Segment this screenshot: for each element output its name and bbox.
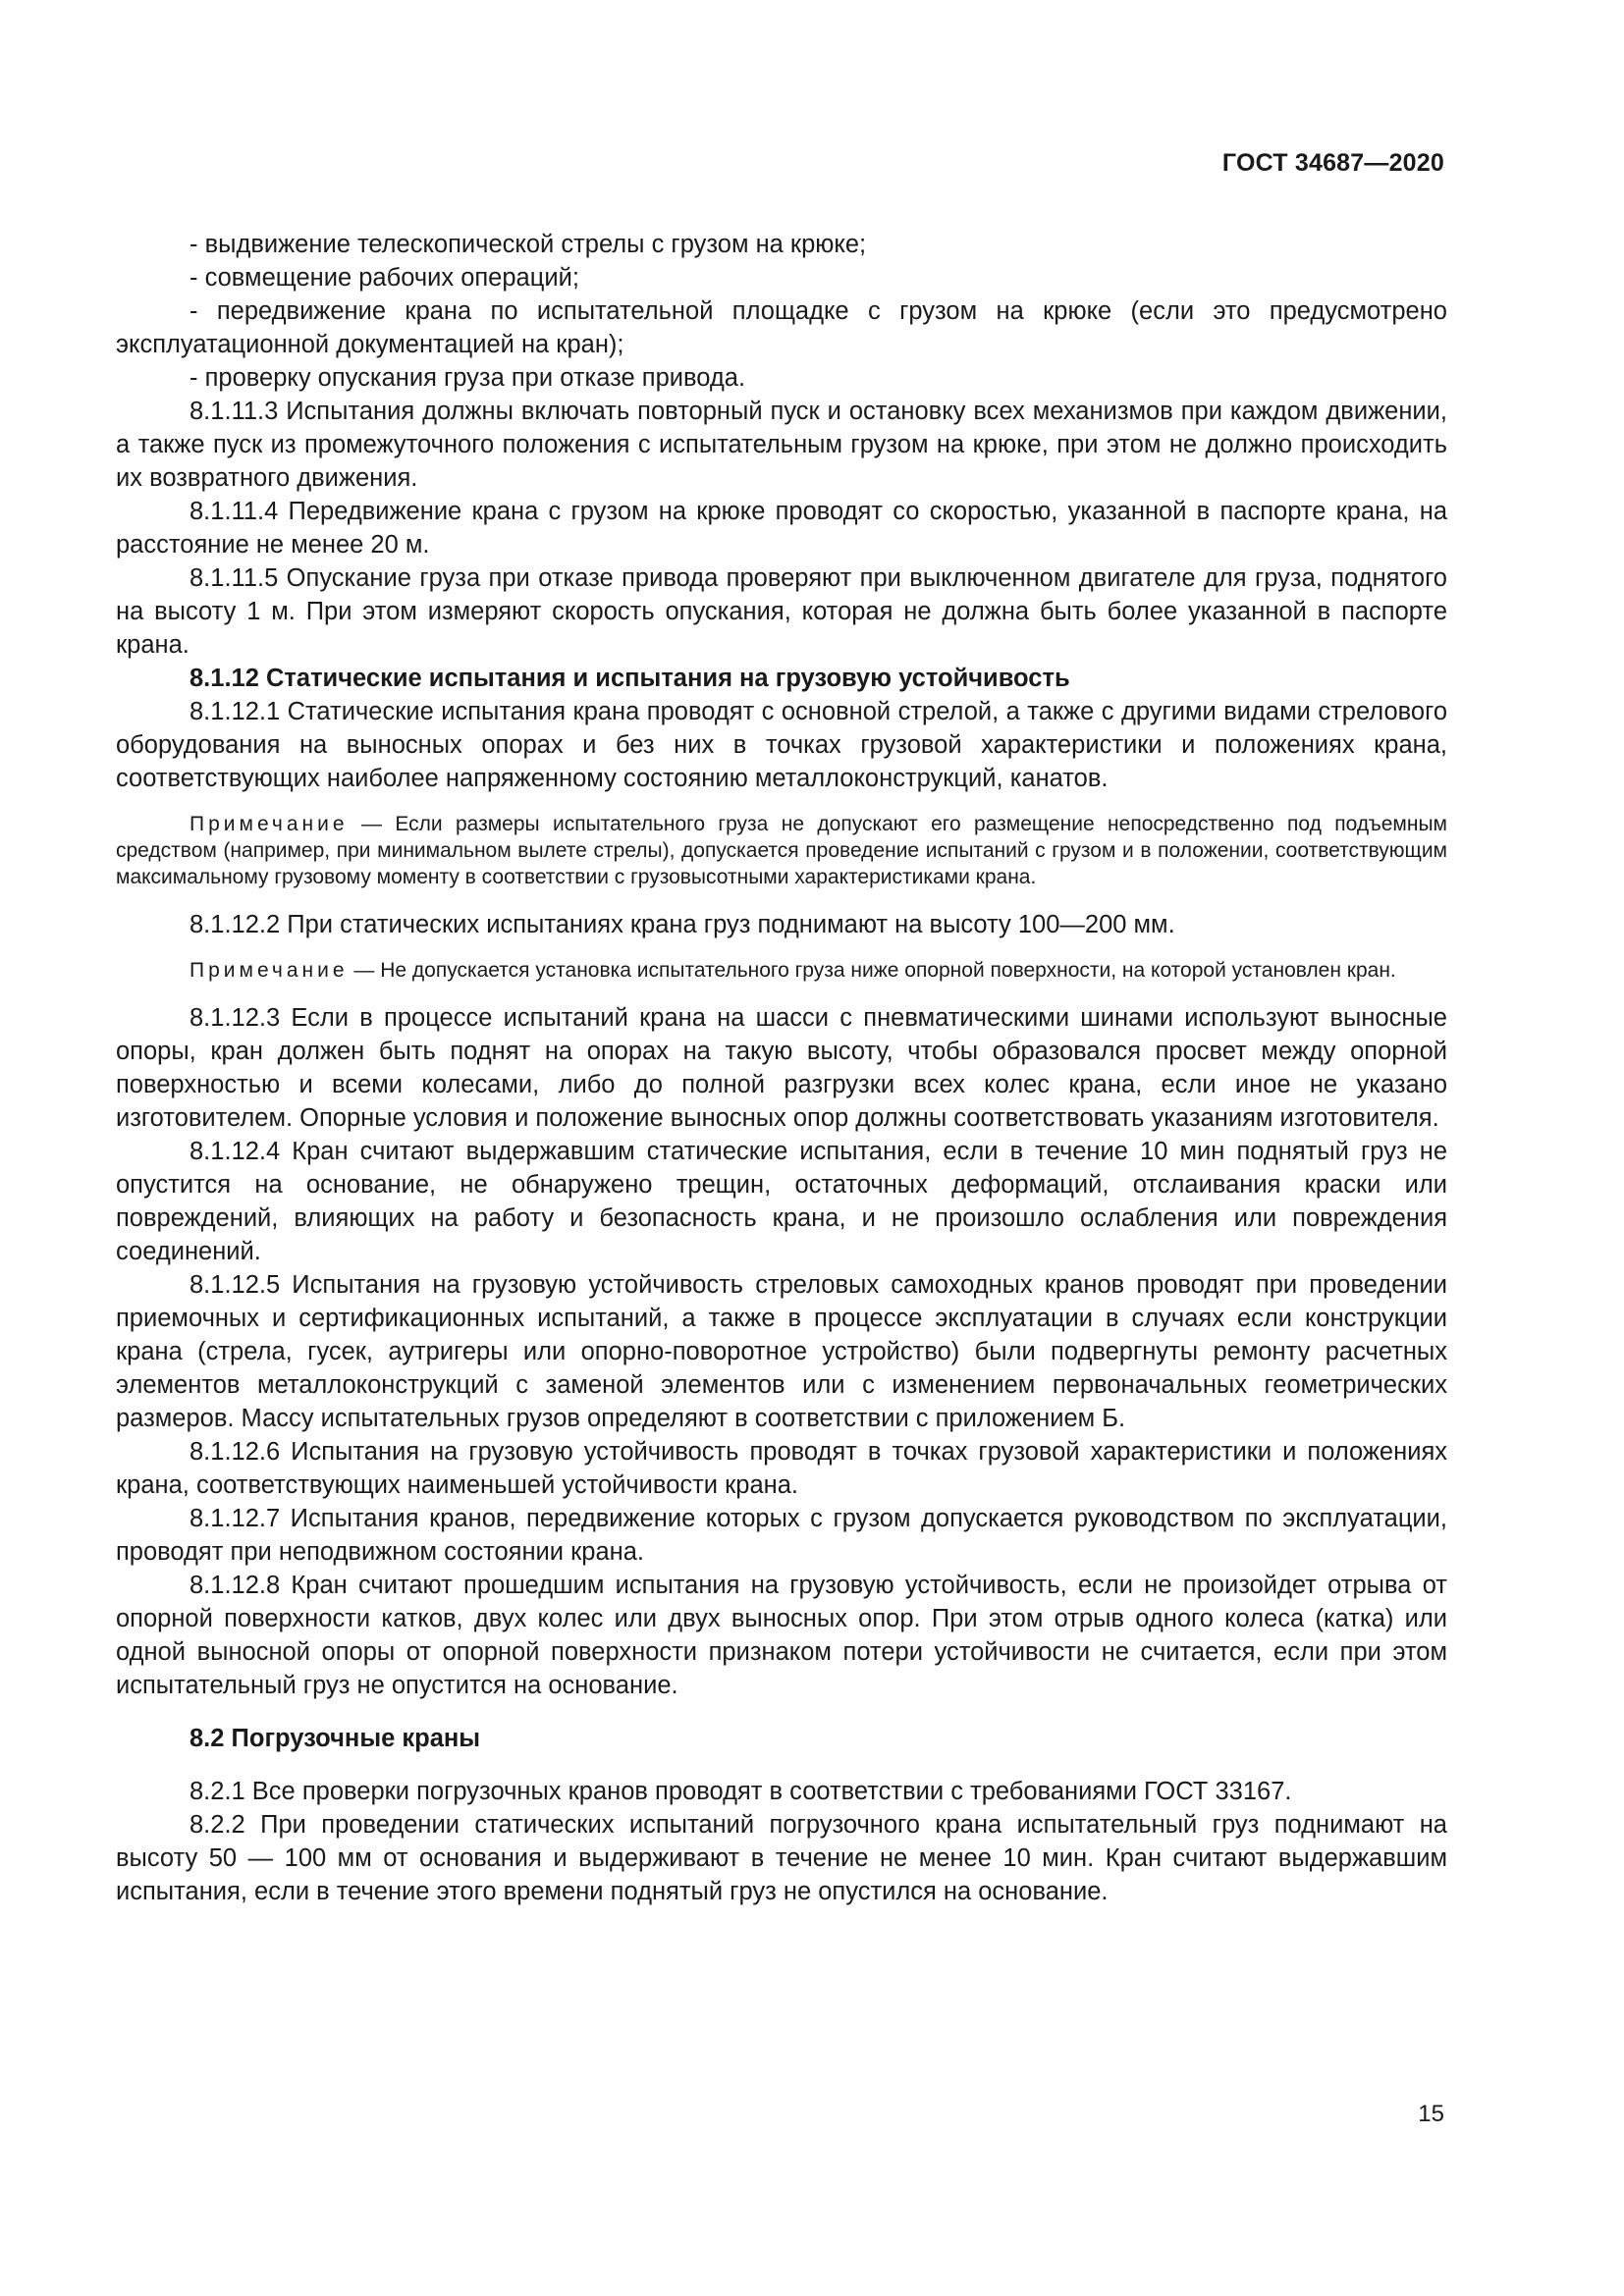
paragraph-8-1-12-7: 8.1.12.7 Испытания кранов, передвижение которых с грузом допускается руководством по эксплуатации, проводят при неподвижном состоянии крана. [116, 1505, 1447, 1566]
document-body [116, 228, 1447, 1908]
paragraph-8-1-12-3: 8.1.12.3 Если в процессе испытаний крана на шасси с пневматическими шинами используют выносные опоры, кран должен быть поднят на опорах на такую высоту, чтобы образовался просвет между опорной поверхностью и всеми колесами, либо до полной разгрузки всех колес крана, если иное не указано изготовителем. Опорные условия и положение выносных опор должны соответствовать указаниям изготовителя. [116, 1004, 1447, 1132]
note-1 [116, 811, 1447, 890]
list-item: - передвижение крана по испытательной площадке с грузом на крюке (если это предусмотрено эксплуатационной документацией на кран); [116, 297, 1447, 358]
page-number: 15 [1418, 2101, 1444, 2127]
note-label: Примечание [189, 959, 349, 982]
list-item: - проверку опускания груза при отказе привода. [189, 364, 746, 392]
paragraph-8-1-11-4: 8.1.11.4 Передвижение крана с грузом на крюке проводят со скоростью, указанной в паспорте крана, на расстояние не менее 20 м. [116, 498, 1447, 559]
paragraph-8-2-2: 8.2.2 При проведении статических испытаний погрузочного крана испытательный груз поднимают на высоту 50 — 100 мм от основания и выдерживают в течение не менее 10 мин. Кран считают выдержавшим испытания, если в течение этого времени поднятый груз не опустился на основание. [116, 1811, 1447, 1905]
paragraph-8-1-12-6: 8.1.12.6 Испытания на грузовую устойчивость проводят в точках грузовой характеристики и положениях крана, соответствующих наименьшей устойчивости крана. [116, 1438, 1447, 1499]
paragraph-8-1-11-5: 8.1.11.5 Опускание груза при отказе привода проверяют при выключенном двигателе для груза, поднятого на высоту 1 м. При этом измеряют скорость опускания, которая не должна быть более указанной в паспорте крана. [116, 564, 1447, 659]
list-item: - совмещение рабочих операций; [189, 264, 579, 292]
note-2 [116, 957, 1447, 984]
note-text: — Не допускается установка испытательного груза ниже опорной поверхности, на которой установлен кран. [348, 959, 1396, 982]
paragraph-8-1-12-8: 8.1.12.8 Кран считают прошедшим испытания на грузовую устойчивость, если не произойдет отрыва от опорной поверхности катков, двух колес или двух выносных опор. При этом отрыв одного колеса (катка) или одной выносной опоры от опорной поверхности признаком потери устойчивости не считается, если при этом испытательный груз не опустится на основание. [116, 1572, 1447, 1699]
document-id-header: ГОСТ 34687—2020 [1221, 149, 1444, 177]
paragraph-8-2-1: 8.2.1 Все проверки погрузочных кранов проводят в соответствии с требованиями ГОСТ 33167. [189, 1778, 1292, 1805]
note-text: — Если размеры испытательного груза не допускают его размещение непосредственно под подъемным средством (например, при минимальном вылете стрелы), допускается проведение испытаний с грузом и в положении, соответствующим максимальному грузовому моменту в соответствии с грузовысотными характеристиками крана. [116, 813, 1447, 888]
paragraph-8-1-12-1: 8.1.12.1 Статические испытания крана проводят с основной стрелой, а также с другими видами стрелового оборудования на выносных опорах и без них в точках грузовой характеристики и положениях крана, соответствующих наиболее напряженному состоянию металлоконструкций, канатов. [116, 698, 1447, 792]
paragraph-8-1-11-3: 8.1.11.3 Испытания должны включать повторный пуск и остановку всех механизмов при каждом движении, а также пуск из промежуточного положения с испытательным грузом на крюке, при этом не должно происходить их возвратного движения. [116, 398, 1447, 492]
paragraph-8-1-12-5: 8.1.12.5 Испытания на грузовую устойчивость стреловых самоходных кранов проводят при проведении приемочных и сертификационных испытаний, а также в процессе эксплуатации в случаях если конструкции крана (стрела, гусек, аутригеры или опорно-поворотное устройство) были подвергнуты ремонту расчетных элементов металлоконструкций с заменой элементов или с изменением первоначальных геометрических размеров. Массу испытательных грузов определяют в соответствии с приложением Б. [116, 1271, 1447, 1432]
paragraph-8-1-12-4: 8.1.12.4 Кран считают выдержавшим статические испытания, если в течение 10 мин поднятый груз не опустится на основание, не обнаружено трещин, остаточных деформаций, отслаивания краски или повреждений, влияющих на работу и безопасность крана, и не произошло ослабления или повреждения соединений. [116, 1138, 1447, 1265]
list-item: - выдвижение телескопической стрелы с грузом на крюке; [189, 231, 867, 258]
section-heading-8-1-12: 8.1.12 Статические испытания и испытания на грузовую устойчивость [189, 665, 1070, 692]
note-label: Примечание [189, 813, 349, 835]
paragraph-8-1-12-2: 8.1.12.2 При статических испытаниях крана груз поднимают на высоту 100—200 мм. [189, 911, 1175, 938]
section-heading-8-2: 8.2 Погрузочные краны [189, 1725, 481, 1752]
